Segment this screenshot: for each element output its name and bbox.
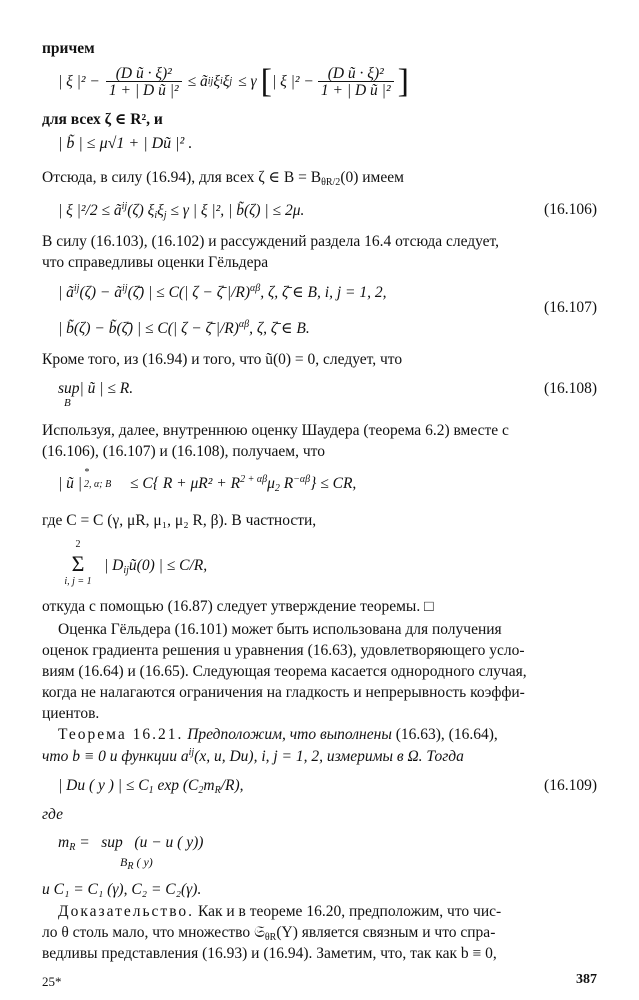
line-text: где xyxy=(42,806,63,823)
line-text: когда не налагаются ограничения на гладкость и непрерывность коэффи- xyxy=(42,684,525,701)
eq-part: (ζ̄) | ≤ C(| ζ − ζ̄ |/R) xyxy=(127,284,251,301)
theorem-refs: (16.63), (16.64), xyxy=(395,726,498,743)
line-sub: θR xyxy=(264,932,277,943)
eq-sup: ij xyxy=(207,76,214,87)
eq-sub: 2 xyxy=(198,785,204,796)
eq-part: sup| ũ | ≤ R. xyxy=(58,380,134,397)
footer-signature: 25* xyxy=(42,974,62,989)
equation-16-107a xyxy=(58,284,386,301)
equation-16-106 xyxy=(58,202,304,221)
text-line xyxy=(42,352,402,368)
eq-part: (ζ) − ã xyxy=(79,284,123,301)
eq-part: ≤ ã xyxy=(187,73,208,91)
line-text: что b ≡ 0 и функции a xyxy=(42,748,189,765)
text-line xyxy=(42,882,201,898)
eq-part: | ũ | xyxy=(58,475,83,492)
equation-16-107b xyxy=(58,320,310,337)
text-line xyxy=(42,513,316,529)
eq-part: ξ xyxy=(222,73,230,91)
line-text: В силу (16.103), (16.102) и рассуждений раздела 16.4 отсюда следует, xyxy=(42,233,500,250)
line-text: для всех ζ ∈ R², и xyxy=(42,111,163,128)
eq-sub: R xyxy=(127,861,134,872)
text-line xyxy=(42,255,268,271)
theorem-text: Предположим, что выполнены xyxy=(187,726,392,743)
page-number: 387 xyxy=(576,972,597,987)
equation-number: (16.108) xyxy=(544,380,597,397)
equation-1 xyxy=(58,62,409,102)
eq-part: | ã xyxy=(58,284,74,301)
eq-sub: j xyxy=(229,76,233,87)
eq-part: | ξ |²/2 ≤ ã xyxy=(58,202,122,219)
eq-sub: B xyxy=(64,397,71,409)
proof-line xyxy=(58,904,501,920)
eq-part: ξ xyxy=(213,73,220,91)
line-text: (0) имеем xyxy=(340,169,404,186)
eq-part: | ξ |² − xyxy=(271,73,314,91)
equation-number: (16.106) xyxy=(544,201,597,218)
eq-part: m xyxy=(203,777,215,794)
eq-part: μ xyxy=(267,475,275,492)
sum-upper-limit: 2 xyxy=(75,539,81,550)
equation-16-108 xyxy=(58,381,133,397)
eq-part: , ζ, ζ̄ ∈ B, i, j = 1, 2, xyxy=(260,284,387,301)
equation-sum xyxy=(104,558,207,576)
line-text: Отсюда, в силу (16.94), для всех ζ ∈ B = B xyxy=(42,169,322,186)
eq-sup: ij xyxy=(73,283,80,294)
eq-part: exp (C xyxy=(157,777,199,794)
eq-part: B xyxy=(120,855,128,869)
eq-part: = sup (u − u ( y)) xyxy=(79,834,204,851)
eq-sup: ij xyxy=(122,283,128,294)
line-text: ведливы представления (16.93) и (16.94). Заметим, что, так как b ≡ 0, xyxy=(42,945,497,962)
text-line xyxy=(42,946,497,962)
eq-part: /R), xyxy=(220,777,244,794)
sup-subscript xyxy=(120,856,153,872)
eq-sup: αβ xyxy=(238,319,250,330)
eq-part: R xyxy=(283,475,294,492)
text-line xyxy=(42,685,525,701)
equation-mR xyxy=(58,835,203,853)
text-line xyxy=(42,807,63,823)
line-sub: θR/2 xyxy=(321,177,341,188)
text-line xyxy=(42,706,99,722)
equation-number: (16.109) xyxy=(544,777,597,794)
text-line xyxy=(42,748,464,765)
eq-part: (ζ) ξ xyxy=(127,202,155,219)
fraction-numerator: (D ũ · ξ)² xyxy=(115,64,172,82)
equation-16-109 xyxy=(58,778,244,796)
eq-part: | ξ |² − xyxy=(58,73,100,91)
fraction-denominator: 1 + | D ũ |² xyxy=(106,81,182,99)
text-line xyxy=(42,234,499,250)
line-text: (x, u, Du), i, j = 1, 2, измеримы в Ω. Тогда xyxy=(194,748,464,765)
eq-sub: 2 xyxy=(274,483,280,494)
eq-sub: i xyxy=(219,76,223,87)
line-text: виям (16.64) и (16.65). Следующая теорема касается однородного случая, xyxy=(42,663,527,680)
eq-sub: 1 xyxy=(148,785,154,796)
eq-part: | b̃(ζ) − b̃(ζ̄) | ≤ C(| ζ − ζ̄ |/R) xyxy=(58,320,239,337)
line-text: откуда с помощью (16.87) следует утверждение теоремы. □ xyxy=(42,598,434,615)
eq-part: | b̃ | ≤ μ√1 + | Dũ |² . xyxy=(58,135,193,152)
eq-part: , ζ, ζ̄ ∈ B. xyxy=(249,320,310,337)
sum-lower-limit: i, j = 1 xyxy=(64,576,92,587)
text-line xyxy=(42,664,527,680)
theorem-heading-line xyxy=(58,727,498,743)
line-text: циентов. xyxy=(42,705,100,722)
fraction-denominator: 1 + | D ũ |² xyxy=(318,81,394,99)
eq-sup: αβ xyxy=(250,283,261,294)
line-text: где C = C (γ, μR, μ₁, μ₂ R, β). В частности, xyxy=(42,512,317,529)
equation-schauder xyxy=(58,467,357,494)
sum-sign: Σ xyxy=(71,551,85,576)
eq-part: | D xyxy=(104,557,124,574)
eq-subsup xyxy=(82,467,130,490)
line-text: оценок градиента решения u уравнения (16.63), удовлетворяющего усло- xyxy=(42,642,525,659)
eq-part: ≤ C{ R + μR² + R xyxy=(130,475,241,492)
eq-sub: ij xyxy=(123,565,129,576)
eq-part: ≤ γ xyxy=(238,73,257,91)
theorem-label: Теорема 16.21. xyxy=(58,726,184,743)
eq-sub: R xyxy=(69,842,76,853)
eq-part: m xyxy=(58,834,70,851)
line-text: Используя, далее, внутреннюю оценку Шаудера (теорема 6.2) вместе с xyxy=(42,422,509,439)
text-line xyxy=(58,622,502,638)
equation-number: (16.107) xyxy=(544,299,597,316)
equation-2 xyxy=(58,136,192,152)
eq-part: } ≤ CR, xyxy=(310,475,357,492)
text-line xyxy=(42,112,163,128)
fraction-numerator: (D ũ · ξ)² xyxy=(327,64,384,82)
text-line xyxy=(42,423,509,439)
eq-sup: 2 + αβ xyxy=(240,474,268,485)
eq-sup: ij xyxy=(121,201,128,212)
line-text: Оценка Гёльдера (16.101) может быть использована для получения xyxy=(58,621,502,638)
eq-part: ξ xyxy=(157,202,164,219)
line-text: ло θ столь мало, что множество 𝔖 xyxy=(42,924,265,941)
proof-label: Доказательство. xyxy=(58,903,195,920)
eq-sup: * xyxy=(84,467,90,478)
line-text: что справедливы оценки Гёльдера xyxy=(42,254,269,271)
text-line xyxy=(42,925,495,943)
line-text: причем xyxy=(42,40,95,57)
fraction xyxy=(318,66,394,99)
text-line xyxy=(42,599,433,615)
eq-sup: −αβ xyxy=(293,474,311,485)
text-line xyxy=(42,170,404,188)
eq-part: ≤ γ | ξ |², | b̃(ζ) | ≤ 2μ. xyxy=(170,202,305,219)
eq-part: ( y) xyxy=(136,855,153,869)
eq-sub: i xyxy=(154,210,158,221)
line-sup: ij xyxy=(188,747,195,758)
line-text: Кроме того, из (16.94) и того, что ũ(0) = 0, следует, что xyxy=(42,351,403,368)
eq-part: ũ(0) | ≤ C/R, xyxy=(128,557,208,574)
eq-sub: 2, α; B xyxy=(84,479,112,490)
text-line xyxy=(42,41,95,57)
text-line xyxy=(42,643,525,659)
line-text: (16.106), (16.107) и (16.108), получаем, что xyxy=(42,443,325,460)
eq-sub: R xyxy=(214,785,221,796)
eq-part: | Du ( y ) | ≤ C xyxy=(58,777,149,794)
text-line xyxy=(42,444,325,460)
line-text: и C₁ = C₁ (γ), C₂ = C₂(γ). xyxy=(42,881,202,898)
eq-sub: j xyxy=(163,210,167,221)
line-text: Как и в теореме 16.20, предположим, что чис- xyxy=(197,903,502,920)
line-text: (Y) является связным и что спра- xyxy=(276,924,496,941)
right-bracket: ] xyxy=(397,63,409,100)
fraction xyxy=(106,66,182,99)
left-bracket: [ xyxy=(260,63,272,100)
